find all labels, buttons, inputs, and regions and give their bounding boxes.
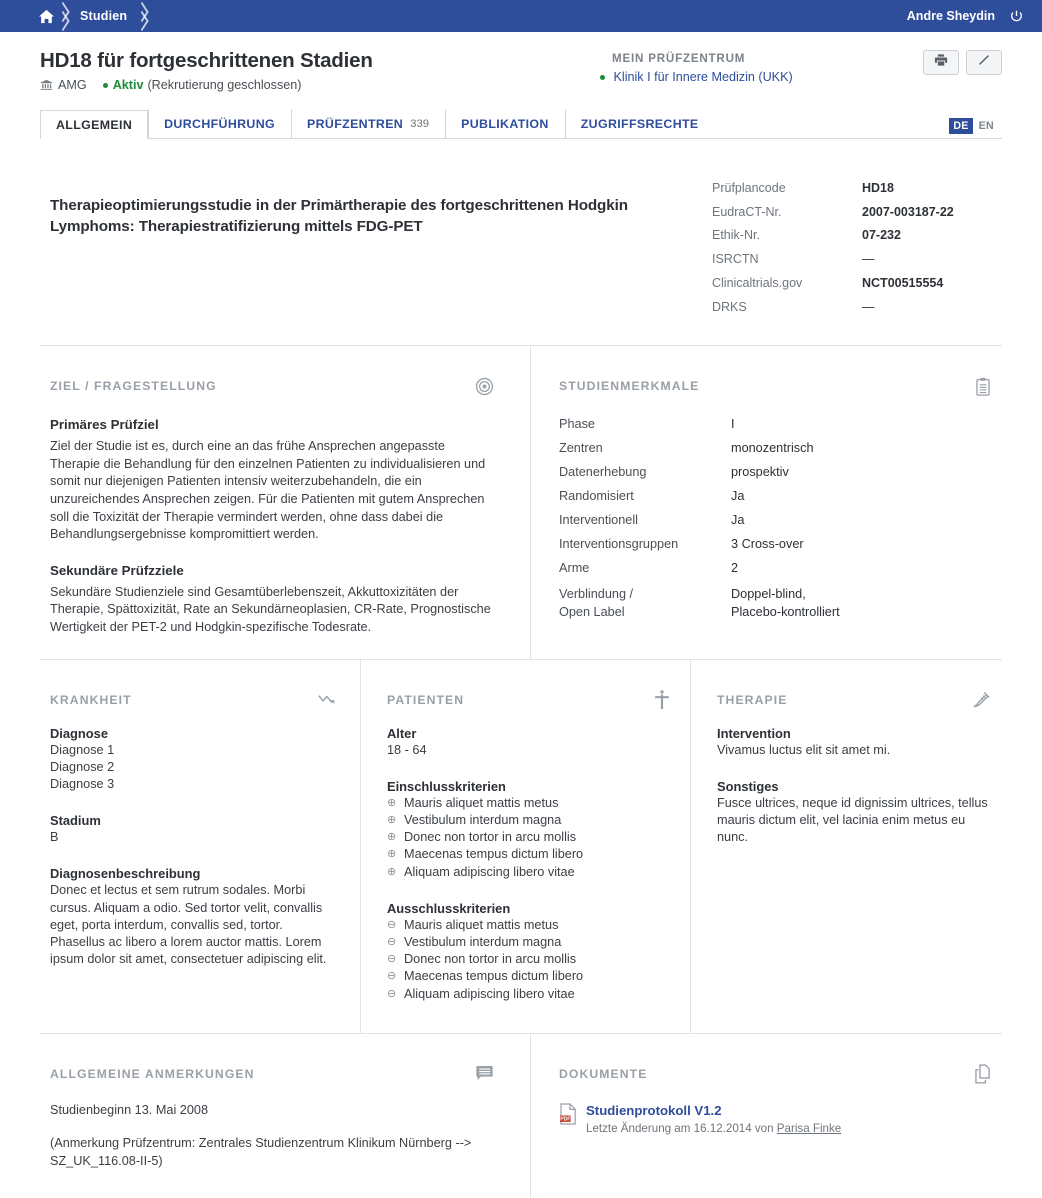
note-line-2: (Anmerkung Prüfzentrum: Zentrales Studienzentrum Klinikum Nürnberg --> SZ_UK_116.08-II-5) (50, 1136, 472, 1168)
identifier-row (712, 201, 1002, 225)
identifier-key: ISRCTN (712, 252, 759, 267)
identifier-value: 2007-003187-22 (862, 204, 954, 219)
plus-circle-icon: ⊕ (387, 831, 397, 844)
stadium-value: B (50, 830, 59, 845)
criterion-text: Mauris aliquet mattis metus (404, 917, 559, 932)
characteristic-key: Datenerhebung (559, 465, 647, 480)
tab-allgemein-label: ALLGEMEIN (56, 117, 133, 132)
study-header (40, 32, 1002, 92)
intervention-heading: Intervention (717, 725, 791, 741)
identifier-key: Prüfplancode (712, 181, 786, 195)
my-center-block (600, 48, 923, 84)
tab-durchfuehrung-label: DURCHFÜHRUNG (164, 117, 276, 131)
identifier-key: Ethik-Nr. (712, 228, 760, 243)
law-label: AMG (58, 78, 87, 92)
plus-circle-icon: ⊕ (387, 865, 397, 878)
secondary-goal-text: Sekundäre Studienziele sind Gesamtüberlebenszeit, Akkuttoxizitäten der Therapie, Spättoxizität, Rate an Sekundärneoplasien, CR-Rate, Prognostische Wertigkeit der PET-2 und Hodgkin-spezifische Todesrate. (50, 584, 491, 634)
criterion-text: Maecenas tempus dictum libero (404, 969, 584, 984)
copy-icon (973, 1064, 992, 1084)
pencil-icon (977, 53, 991, 72)
tab-pruefzentren-label: PRÜFZENTREN (307, 117, 404, 131)
section-patienten (360, 660, 690, 1033)
blinding-value-line-1: Doppel-blind, (731, 587, 806, 602)
section-title-anmerkungen: ALLGEMEINE ANMERKUNGEN (50, 1066, 255, 1081)
lang-de-button[interactable]: DE (949, 118, 972, 134)
diagnose-heading: Diagnose (50, 725, 109, 741)
tab-durchfuehrung[interactable] (148, 109, 291, 138)
section-title-merkmale: STUDIENMERKMALE (559, 379, 700, 394)
my-center-link[interactable]: Klinik I für Innere Medizin (UKK) (613, 70, 793, 84)
user-name[interactable]: Andre Sheydin (906, 9, 995, 23)
list-item (387, 968, 670, 985)
breadcrumb-separator-icon (55, 0, 73, 32)
characteristic-row (559, 436, 992, 460)
disease-patients-therapy-row (40, 660, 1002, 1034)
status-dot-icon (103, 83, 108, 88)
syringe-icon (972, 690, 992, 710)
section-title-therapie: THERAPIE (717, 692, 788, 707)
identifier-row (712, 248, 1002, 272)
tab-pruefzentren-count: 339 (410, 118, 430, 130)
study-identification-block (40, 139, 1002, 346)
characteristic-row-blinding (559, 580, 992, 621)
tab-bar (40, 109, 1002, 139)
power-icon[interactable] (1009, 9, 1024, 24)
diagnosis-description-text: Donec et lectus et sem rutrum sodales. Morbi cursus. Aliquam a odio. Sed tortor velit, convallis eget, porta interdum, convallis sed, tortor. Phasellus ac libero a lorem auctor mattis. Lorem ipsum dolor sit amet, consectetuer adipiscing elit. (50, 883, 327, 967)
study-status-line (40, 78, 600, 92)
status-suffix: (Rekrutierung geschlossen) (147, 78, 302, 92)
primary-goal-heading: Primäres Prüfziel (50, 417, 159, 433)
primary-goal-text: Ziel der Studie ist es, durch eine an das frühe Ansprechen angepasste Therapie die Behandlung für den einzelnen Patienten zu individualisieren und somit nur diejenigen Patienten intensiv weiterzubehandeln, die ein unzureichendes Ansprechen zeigen. Für die Patienten mit gutem Ansprechen soll die Toxizität der Therapie vermindert werden, ohne dass dabei die Behandlungsergebnisse kompromittiert werden. (50, 439, 486, 542)
notes-and-documents-row (40, 1034, 1002, 1198)
characteristic-row (559, 532, 992, 556)
status-badge: Aktiv (112, 78, 144, 92)
minus-circle-icon: ⊖ (387, 918, 397, 931)
characteristic-value: 2 (731, 561, 739, 576)
characteristic-key: Arme (559, 561, 590, 576)
characteristic-row (559, 460, 992, 484)
list-item (387, 812, 670, 829)
alter-heading: Alter (387, 725, 417, 741)
characteristic-value: monozentrisch (731, 441, 814, 456)
section-dokumente (530, 1034, 1002, 1198)
clipboard-icon (974, 377, 992, 396)
characteristic-row (559, 508, 992, 532)
comment-icon (475, 1065, 494, 1082)
identifier-row (712, 272, 1002, 296)
person-icon (654, 690, 670, 710)
characteristic-value: 3 Cross-over (731, 537, 804, 552)
tab-pruefzentren[interactable] (291, 109, 445, 138)
breadcrumb (0, 0, 152, 32)
note-line-1: Studienbeginn 13. Mai 2008 (50, 1102, 209, 1117)
my-center-label: MEIN PRÜFZENTRUM (612, 52, 746, 65)
svg-text:PDF: PDF (560, 1116, 571, 1123)
list-item (387, 951, 670, 968)
criterion-text: Vestibulum interdum magna (404, 812, 562, 827)
diagnose-item: Diagnose 3 (50, 776, 115, 791)
section-therapie (690, 660, 1002, 1033)
document-meta-prefix: Letzte Änderung am 16.12.2014 von (586, 1121, 777, 1135)
tab-zugriffsrechte[interactable] (565, 109, 715, 138)
section-title-patienten: PATIENTEN (387, 692, 465, 707)
characteristic-row (559, 412, 992, 436)
identifier-row (712, 224, 1002, 248)
bank-icon (40, 79, 53, 92)
characteristic-value-blinding (731, 585, 840, 621)
diagnosis-description-heading: Diagnosenbeschreibung (50, 866, 201, 882)
edit-button[interactable] (966, 50, 1002, 75)
breadcrumb-studien-link[interactable]: Studien (80, 9, 128, 23)
center-status-dot-icon (600, 75, 605, 80)
section-title-krankheit: KRANKHEIT (50, 692, 132, 707)
plus-circle-icon: ⊕ (387, 813, 397, 826)
exclusion-criteria-list (387, 917, 670, 1003)
topbar-user-area (907, 0, 1024, 32)
list-item (387, 986, 670, 1003)
minus-circle-icon: ⊖ (387, 935, 397, 948)
characteristic-value: Ja (731, 513, 745, 528)
diagnose-item: Diagnose 2 (50, 759, 115, 774)
list-item (387, 864, 670, 881)
section-title-dokumente: DOKUMENTE (559, 1066, 648, 1081)
characteristic-key: Interventionell (559, 513, 638, 528)
intervention-text: Vivamus luctus elit sit amet mi. (717, 742, 891, 757)
criterion-text: Aliquam adipiscing libero vitae (404, 864, 575, 879)
section-anmerkungen (40, 1034, 530, 1198)
document-name-link[interactable]: Studienprotokoll V1.2 (586, 1102, 722, 1118)
target-icon (475, 377, 494, 396)
pdf-icon (559, 1103, 578, 1135)
minus-circle-icon: ⊖ (387, 987, 397, 1000)
criterion-text: Mauris aliquet mattis metus (404, 795, 559, 810)
list-item (387, 829, 670, 846)
criterion-text: Vestibulum interdum magna (404, 934, 562, 949)
secondary-goal-heading: Sekundäre Prüfzziele (50, 562, 184, 578)
print-button[interactable] (923, 50, 959, 75)
minus-circle-icon: ⊖ (387, 953, 397, 966)
printer-icon (934, 53, 948, 72)
characteristic-value: I (731, 417, 735, 432)
identifier-key: EudraCT-Nr. (712, 204, 782, 219)
plus-circle-icon: ⊕ (387, 848, 397, 861)
exclusion-heading: Ausschlusskriterien (387, 900, 511, 916)
document-author-link[interactable]: Parisa Finke (776, 1121, 842, 1135)
stadium-heading: Stadium (50, 813, 101, 829)
language-switcher (949, 118, 998, 134)
characteristic-key: Randomisiert (559, 489, 634, 504)
identifier-key: DRKS (712, 299, 747, 314)
criterion-text: Donec non tortor in arcu mollis (404, 952, 577, 967)
plus-circle-icon: ⊕ (387, 796, 397, 809)
section-ziel-fragestellung (40, 346, 530, 658)
top-navigation-bar (0, 0, 1042, 32)
criterion-text: Maecenas tempus dictum libero (404, 847, 584, 862)
identifier-value: — (862, 299, 875, 314)
list-item (387, 934, 670, 951)
characteristic-value: Ja (731, 489, 745, 504)
blinding-key-line-2: Open Label (559, 605, 625, 620)
minus-circle-icon: ⊖ (387, 970, 397, 983)
sonstiges-heading: Sonstiges (717, 778, 779, 794)
page-title: HD18 für fortgeschrittenen Stadien (40, 49, 373, 72)
section-krankheit (40, 660, 360, 1033)
list-item (387, 917, 670, 934)
home-icon[interactable] (38, 9, 55, 24)
document-list-item[interactable] (559, 1102, 992, 1135)
identifier-value: NCT00515554 (862, 275, 944, 290)
breadcrumb-separator-icon-2 (134, 0, 152, 32)
goal-and-characteristics-row (40, 346, 1002, 659)
lang-en-button[interactable]: EN (978, 120, 994, 132)
alter-value: 18 - 64 (387, 742, 427, 757)
study-long-title: Therapieoptimierungsstudie in der Primärtherapie des fortgeschrittenen Hodgkin Lymphoms: Therapiestratifizierung mittels FDG-PET (50, 197, 628, 235)
identifier-value: — (862, 252, 875, 267)
tab-publikation-label: PUBLIKATION (461, 117, 549, 131)
my-center-value-row (600, 70, 860, 84)
characteristic-row (559, 556, 992, 580)
list-item (387, 795, 670, 812)
diagnose-item: Diagnose 1 (50, 742, 115, 757)
identifier-value: 07-232 (862, 228, 901, 243)
characteristic-row (559, 484, 992, 508)
characteristic-key: Interventionsgruppen (559, 537, 679, 552)
characteristic-value: prospektiv (731, 465, 789, 480)
blinding-key-line-1: Verblindung / (559, 587, 634, 602)
inclusion-heading: Einschlusskriterien (387, 778, 506, 794)
document-meta (586, 1122, 841, 1135)
identifier-row (712, 296, 1002, 320)
trend-down-icon (318, 693, 338, 707)
section-title-ziel: ZIEL / FRAGESTELLUNG (50, 379, 217, 394)
characteristic-key-blinding (559, 585, 731, 621)
tab-publikation[interactable] (445, 109, 565, 138)
characteristic-key: Zentren (559, 441, 603, 456)
study-long-title-wrap (40, 169, 680, 319)
blinding-value-line-2: Placebo-kontrolliert (731, 605, 840, 620)
identifier-key: Clinicaltrials.gov (712, 275, 803, 290)
identifier-value: HD18 (862, 181, 894, 195)
list-item (387, 846, 670, 863)
sonstiges-text: Fusce ultrices, neque id dignissim ultrices, tellus mauris dictum elit, vel lacinia enim metus eu nunc. (717, 795, 988, 845)
section-studienmerkmale (530, 346, 1002, 658)
identifier-row (712, 177, 1002, 201)
study-header-left (40, 48, 600, 92)
criterion-text: Donec non tortor in arcu mollis (404, 830, 577, 845)
characteristic-key: Phase (559, 417, 595, 432)
header-action-buttons (923, 48, 1002, 75)
inclusion-criteria-list (387, 795, 670, 881)
study-identifier-list (680, 169, 1002, 319)
tab-zugriffsrechte-label: ZUGRIFFSRECHTE (580, 117, 699, 131)
tab-allgemein[interactable] (40, 110, 148, 139)
criterion-text: Aliquam adipiscing libero vitae (404, 986, 575, 1001)
